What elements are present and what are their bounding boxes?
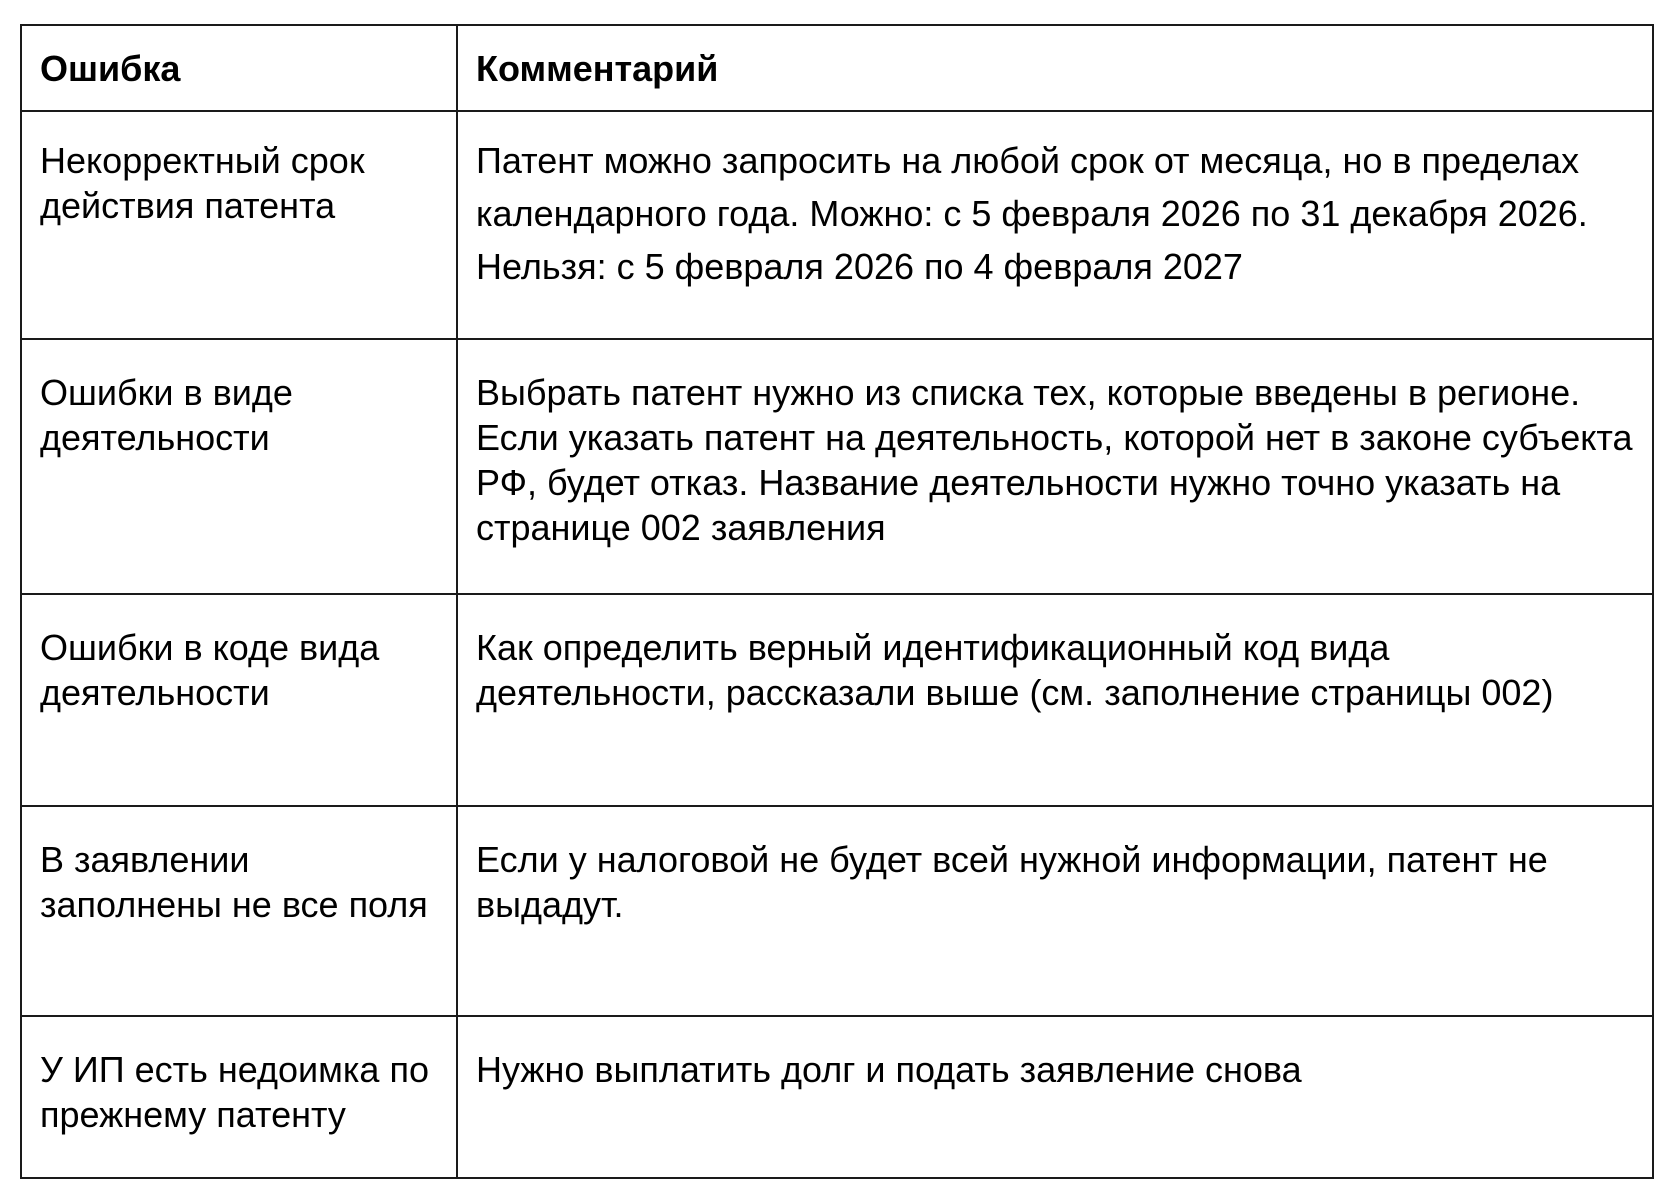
comment-cell: Нужно выплатить долг и подать заявление снова — [457, 1016, 1653, 1178]
error-cell: В заявлении заполнены не все поля — [21, 806, 457, 1016]
table-row — [21, 594, 1653, 806]
table-row — [21, 1016, 1653, 1178]
error-cell: У ИП есть недоимка по прежнему патенту — [21, 1016, 457, 1178]
header-comment: Комментарий — [457, 25, 1653, 111]
table-row — [21, 111, 1653, 339]
error-cell: Некорректный срок действия патента — [21, 111, 457, 339]
error-cell: Ошибки в виде деятельности — [21, 339, 457, 594]
comment-cell: Как определить верный идентификационный код вида деятельности, рассказали выше (см. заполнение страницы 002) — [457, 594, 1653, 806]
comment-cell: Если у налоговой не будет всей нужной информации, патент не выдадут. — [457, 806, 1653, 1016]
table-header-row — [21, 25, 1653, 111]
errors-table — [20, 24, 1654, 1179]
table-row — [21, 806, 1653, 1016]
header-error: Ошибка — [21, 25, 457, 111]
comment-cell: Выбрать патент нужно из списка тех, которые введены в регионе. Если указать патент на деятельность, которой нет в законе субъекта РФ, будет отказ. Название деятельности нужно точно указать на странице 002 заявления — [457, 339, 1653, 594]
error-cell: Ошибки в коде вида деятельности — [21, 594, 457, 806]
table-row — [21, 339, 1653, 594]
comment-cell: Патент можно запросить на любой срок от месяца, но в пределах календарного года. Можно: с 5 февраля 2026 по 31 декабря 2026. Нельзя: с 5 февраля 2026 по 4 февраля 2027 — [457, 111, 1653, 339]
